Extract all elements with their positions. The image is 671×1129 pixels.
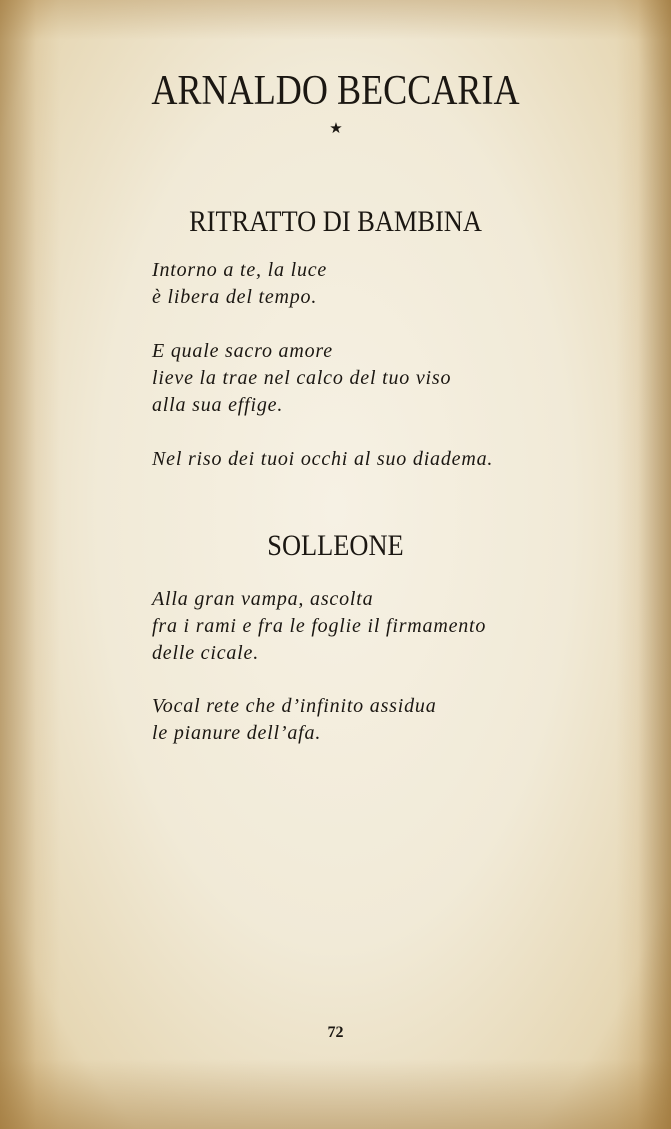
poem-title-ritratto: RITRATTO DI BAMBINA: [189, 205, 482, 238]
stanza: [152, 446, 493, 473]
author-name: ARNALDO BECCARIA: [151, 68, 520, 114]
verse-line: Vocal rete che d’infinito assidua: [152, 695, 437, 717]
poem-title-solleone: SOLLEONE: [267, 529, 404, 562]
verse-line: fra i rami e fra le foglie il firmamento: [152, 615, 487, 637]
page-edge-stain-bottom: [0, 1059, 671, 1129]
verse-line: è libera del tempo.: [152, 286, 318, 308]
verse-line: Intorno a te, la luce: [152, 259, 328, 281]
page-edge-stain-left: [0, 0, 60, 1129]
verse-line: lieve la trae nel calco del tuo viso: [152, 367, 452, 389]
stanza: [152, 693, 437, 747]
verse-line: delle cicale.: [152, 642, 260, 664]
verse-line: Alla gran vampa, ascolta: [152, 588, 374, 610]
verse-line: Nel riso dei tuoi occhi al suo diadema.: [152, 448, 494, 470]
verse-line: E quale sacro amore: [152, 340, 333, 362]
verse-line: le pianure dell’afa.: [152, 722, 322, 744]
verse-line: alla sua effige.: [152, 394, 284, 416]
page-edge-stain-top: [0, 0, 671, 40]
stanza: [152, 257, 327, 311]
stanza: [152, 586, 486, 667]
page-edge-stain-right: [616, 0, 671, 1129]
star-ornament-icon: ★: [329, 119, 343, 137]
page-number: 72: [327, 1024, 344, 1041]
stanza: [152, 338, 451, 419]
